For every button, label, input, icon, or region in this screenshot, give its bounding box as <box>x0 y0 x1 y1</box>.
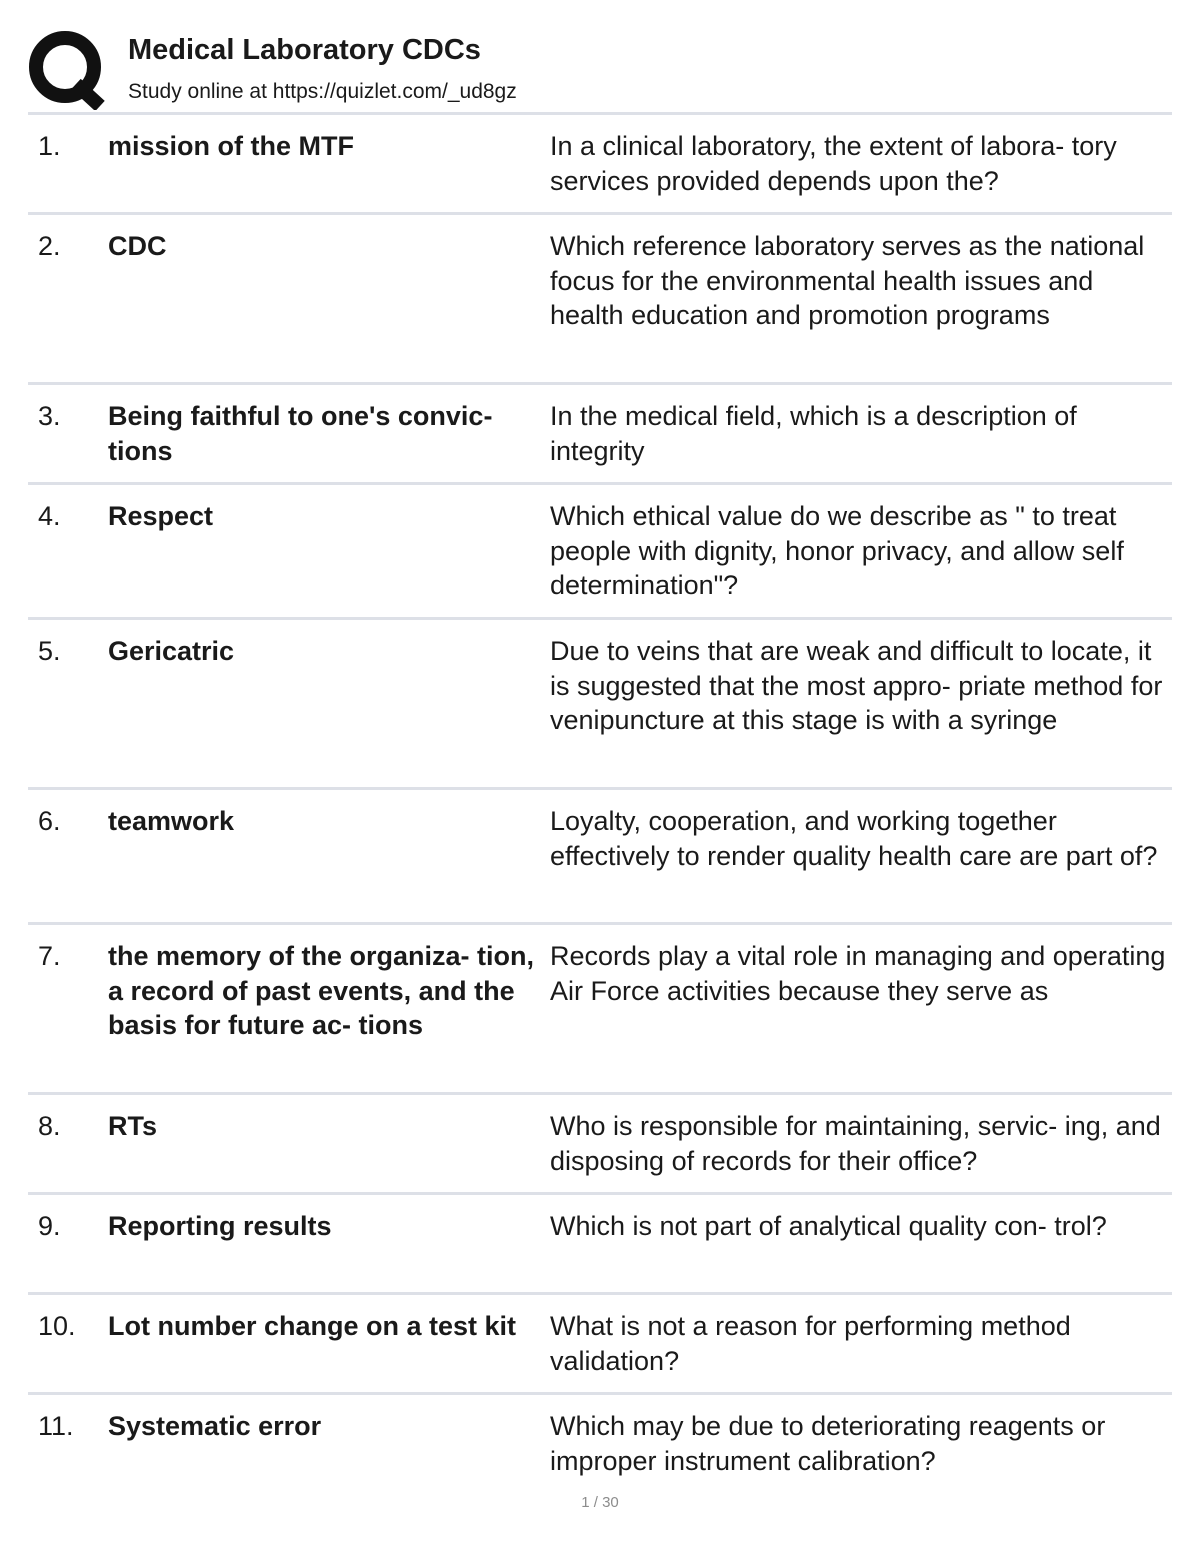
quizlet-q-logo-icon <box>28 30 108 110</box>
card-definition: Which may be due to deteriorating reagents or improper instrument calibration? <box>550 1411 1106 1476</box>
card-definition: Which ethical value do we describe as " to treat people with dignity, honor privacy, and allow self determination"? <box>550 501 1124 600</box>
card-definition: In a clinical laboratory, the extent of labora- tory services provided depends upon the? <box>550 131 1117 196</box>
card-definition: Loyalty, cooperation, and working together effectively to render quality health care are part of? <box>550 806 1158 871</box>
card-number: 2. <box>38 231 61 261</box>
card-term: Lot number change on a test kit <box>108 1311 517 1341</box>
flashcard-list <box>28 112 1172 1492</box>
card-number: 10. <box>38 1311 76 1341</box>
card-number: 3. <box>38 401 61 431</box>
card-term: Systematic error <box>108 1411 322 1441</box>
page-header <box>28 28 1172 112</box>
flashcard-row <box>28 212 1172 382</box>
flashcard-row <box>28 1292 1172 1392</box>
study-online-link[interactable]: Study online at https://quizlet.com/_ud8gz <box>128 80 517 103</box>
card-term: CDC <box>108 231 167 261</box>
card-definition: Records play a vital role in managing and operating Air Force activities because they serve as <box>550 941 1166 1006</box>
card-term: teamwork <box>108 806 235 836</box>
card-number: 1. <box>38 131 61 161</box>
flashcard-row <box>28 482 1172 617</box>
card-term: mission of the MTF <box>108 131 354 161</box>
card-definition: In the medical field, which is a description of integrity <box>550 401 1077 466</box>
card-term: RTs <box>108 1111 158 1141</box>
card-number: 5. <box>38 636 61 666</box>
flashcard-row <box>28 787 1172 922</box>
flashcard-row <box>28 617 1172 787</box>
page-title: Medical Laboratory CDCs <box>128 34 481 66</box>
card-term: the memory of the organiza- tion, a record of past events, and the basis for future ac- tions <box>108 941 535 1040</box>
card-definition: What is not a reason for performing method validation? <box>550 1311 1071 1376</box>
card-number: 8. <box>38 1111 61 1141</box>
card-term: Gericatric <box>108 636 235 666</box>
card-definition: Due to veins that are weak and difficult to locate, it is suggested that the most appro- priate method for venipuncture at this stage is with a syringe <box>550 636 1163 735</box>
card-number: 7. <box>38 941 61 971</box>
card-number: 6. <box>38 806 61 836</box>
card-definition: Which reference laboratory serves as the national focus for the environmental health issues and health education and promotion programs <box>550 231 1145 330</box>
page-indicator: 1 / 30 <box>581 1494 619 1511</box>
flashcard-row <box>28 1092 1172 1192</box>
card-term: Respect <box>108 501 214 531</box>
flashcard-row <box>28 112 1172 212</box>
card-number: 11. <box>38 1411 74 1441</box>
flashcard-row <box>28 1392 1172 1492</box>
card-term: Being faithful to one's convic- tions <box>108 401 493 466</box>
flashcard-row <box>28 922 1172 1092</box>
flashcard-row <box>28 1192 1172 1292</box>
card-term: Reporting results <box>108 1211 332 1241</box>
card-definition: Who is responsible for maintaining, servic- ing, and disposing of records for their office? <box>550 1111 1161 1176</box>
card-definition: Which is not part of analytical quality con- trol? <box>550 1211 1107 1241</box>
flashcard-row <box>28 382 1172 482</box>
card-number: 4. <box>38 501 61 531</box>
card-number: 9. <box>38 1211 61 1241</box>
